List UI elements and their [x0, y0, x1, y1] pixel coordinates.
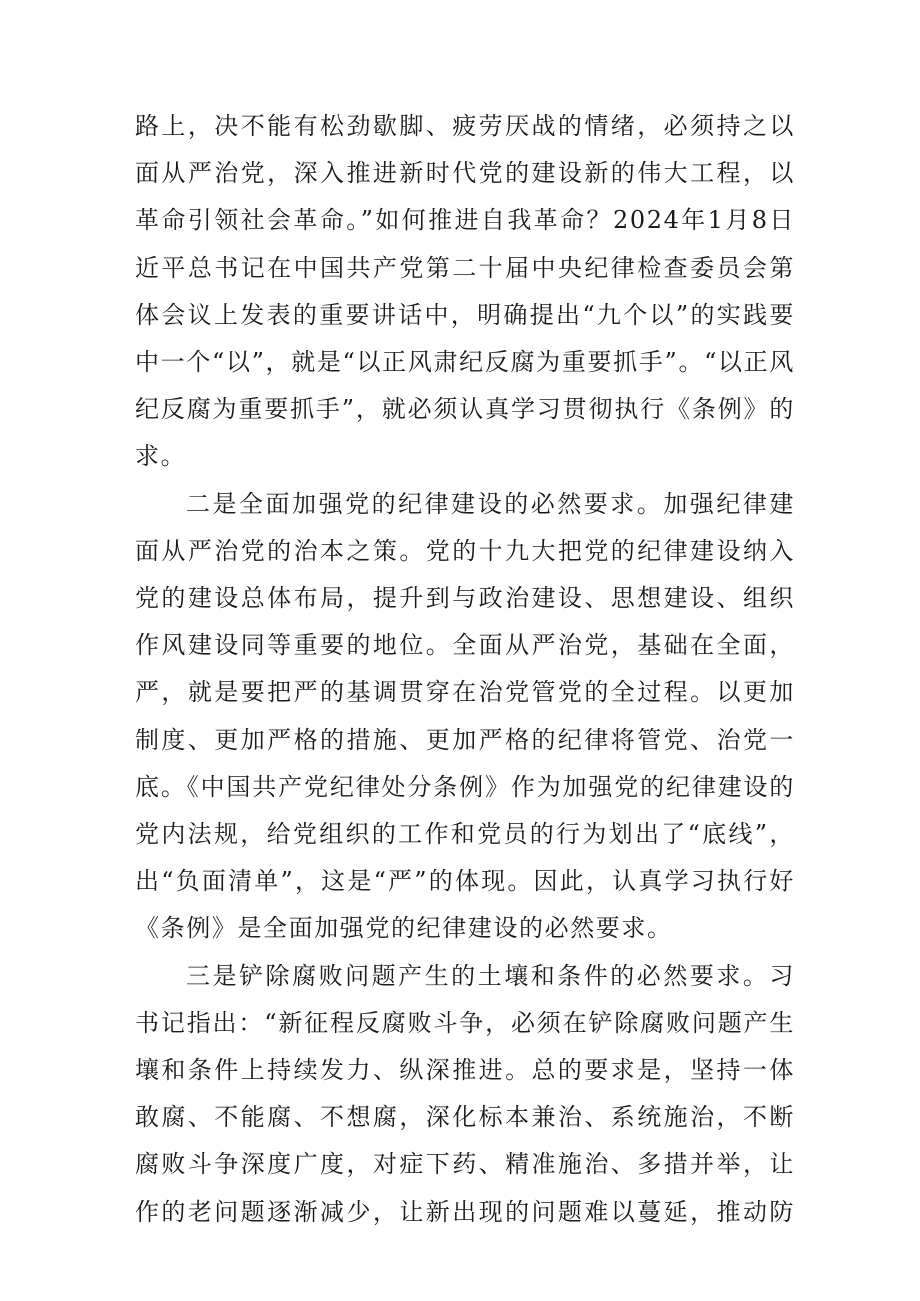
text-line: 近平总书记在中国共产党第二十届中央纪律检查委员会第	[135, 253, 795, 282]
text-line: 腐败斗争深度广度，对症下药、精准施治、多措并举，让	[135, 1150, 795, 1179]
text-line: 中一个“以”，就是“以正风肃纪反腐为重要抓手”。“以正风	[135, 348, 795, 376]
text-line: 严，就是要把严的基调贯穿在治党管党的全过程。以更加	[135, 678, 795, 707]
text-line: 面从严治党的治本之策。党的十九大把党的纪律建设纳入	[135, 536, 795, 565]
text-line: 制度、更加严格的措施、更加严格的纪律将管党、治党一	[135, 725, 795, 754]
text-line: 底。《中国共产党纪律处分条例》作为加强党的纪律建设的	[135, 772, 795, 801]
text-line: 书记指出：“新征程反腐败斗争，必须在铲除腐败问题产生	[135, 1008, 795, 1037]
text-line: 求。	[135, 442, 187, 471]
text-line: 党的建设总体布局，提升到与政治建设、思想建设、组织	[135, 584, 795, 612]
text-line: 革命引领社会革命。”如何推进自我革命？2024年1月8日	[135, 206, 795, 235]
text-line: 壤和条件上持续发力、纵深推进。总的要求是，坚持一体	[135, 1056, 795, 1084]
text-line: 《条例》是全面加强党的纪律建设的必然要求。	[135, 914, 673, 943]
text-line: 敢腐、不能腐、不想腐，深化标本兼治、系统施治，不断	[135, 1103, 795, 1132]
text-line: 面从严治党，深入推进新时代党的建设新的伟大工程，以	[135, 159, 795, 188]
text-line: 出“负面清单”，这是“严”的体现。因此，认真学习执行好	[135, 867, 795, 896]
text-line: 三是铲除腐败问题产生的土壤和条件的必然要求。习	[186, 961, 795, 990]
text-line: 二是全面加强党的纪律建设的必然要求。加强纪律建	[186, 489, 795, 518]
text-line: 体会议上发表的重要讲话中，明确提出“九个以”的实践要	[135, 300, 795, 329]
text-line: 党内法规，给党组织的工作和党员的行为划出了“底线”，	[135, 820, 795, 848]
text-line: 作风建设同等重要的地位。全面从严治党，基础在全面，	[135, 631, 795, 660]
text-line: 作的老问题逐渐减少，让新出现的问题难以蔓延，推动防	[135, 1197, 795, 1226]
text-line: 路上，决不能有松劲歇脚、疲劳厌战的情绪，必须持之以	[135, 112, 795, 140]
text-line: 纪反腐为重要抓手”，就必须认真学习贯彻执行《条例》的	[135, 395, 795, 424]
